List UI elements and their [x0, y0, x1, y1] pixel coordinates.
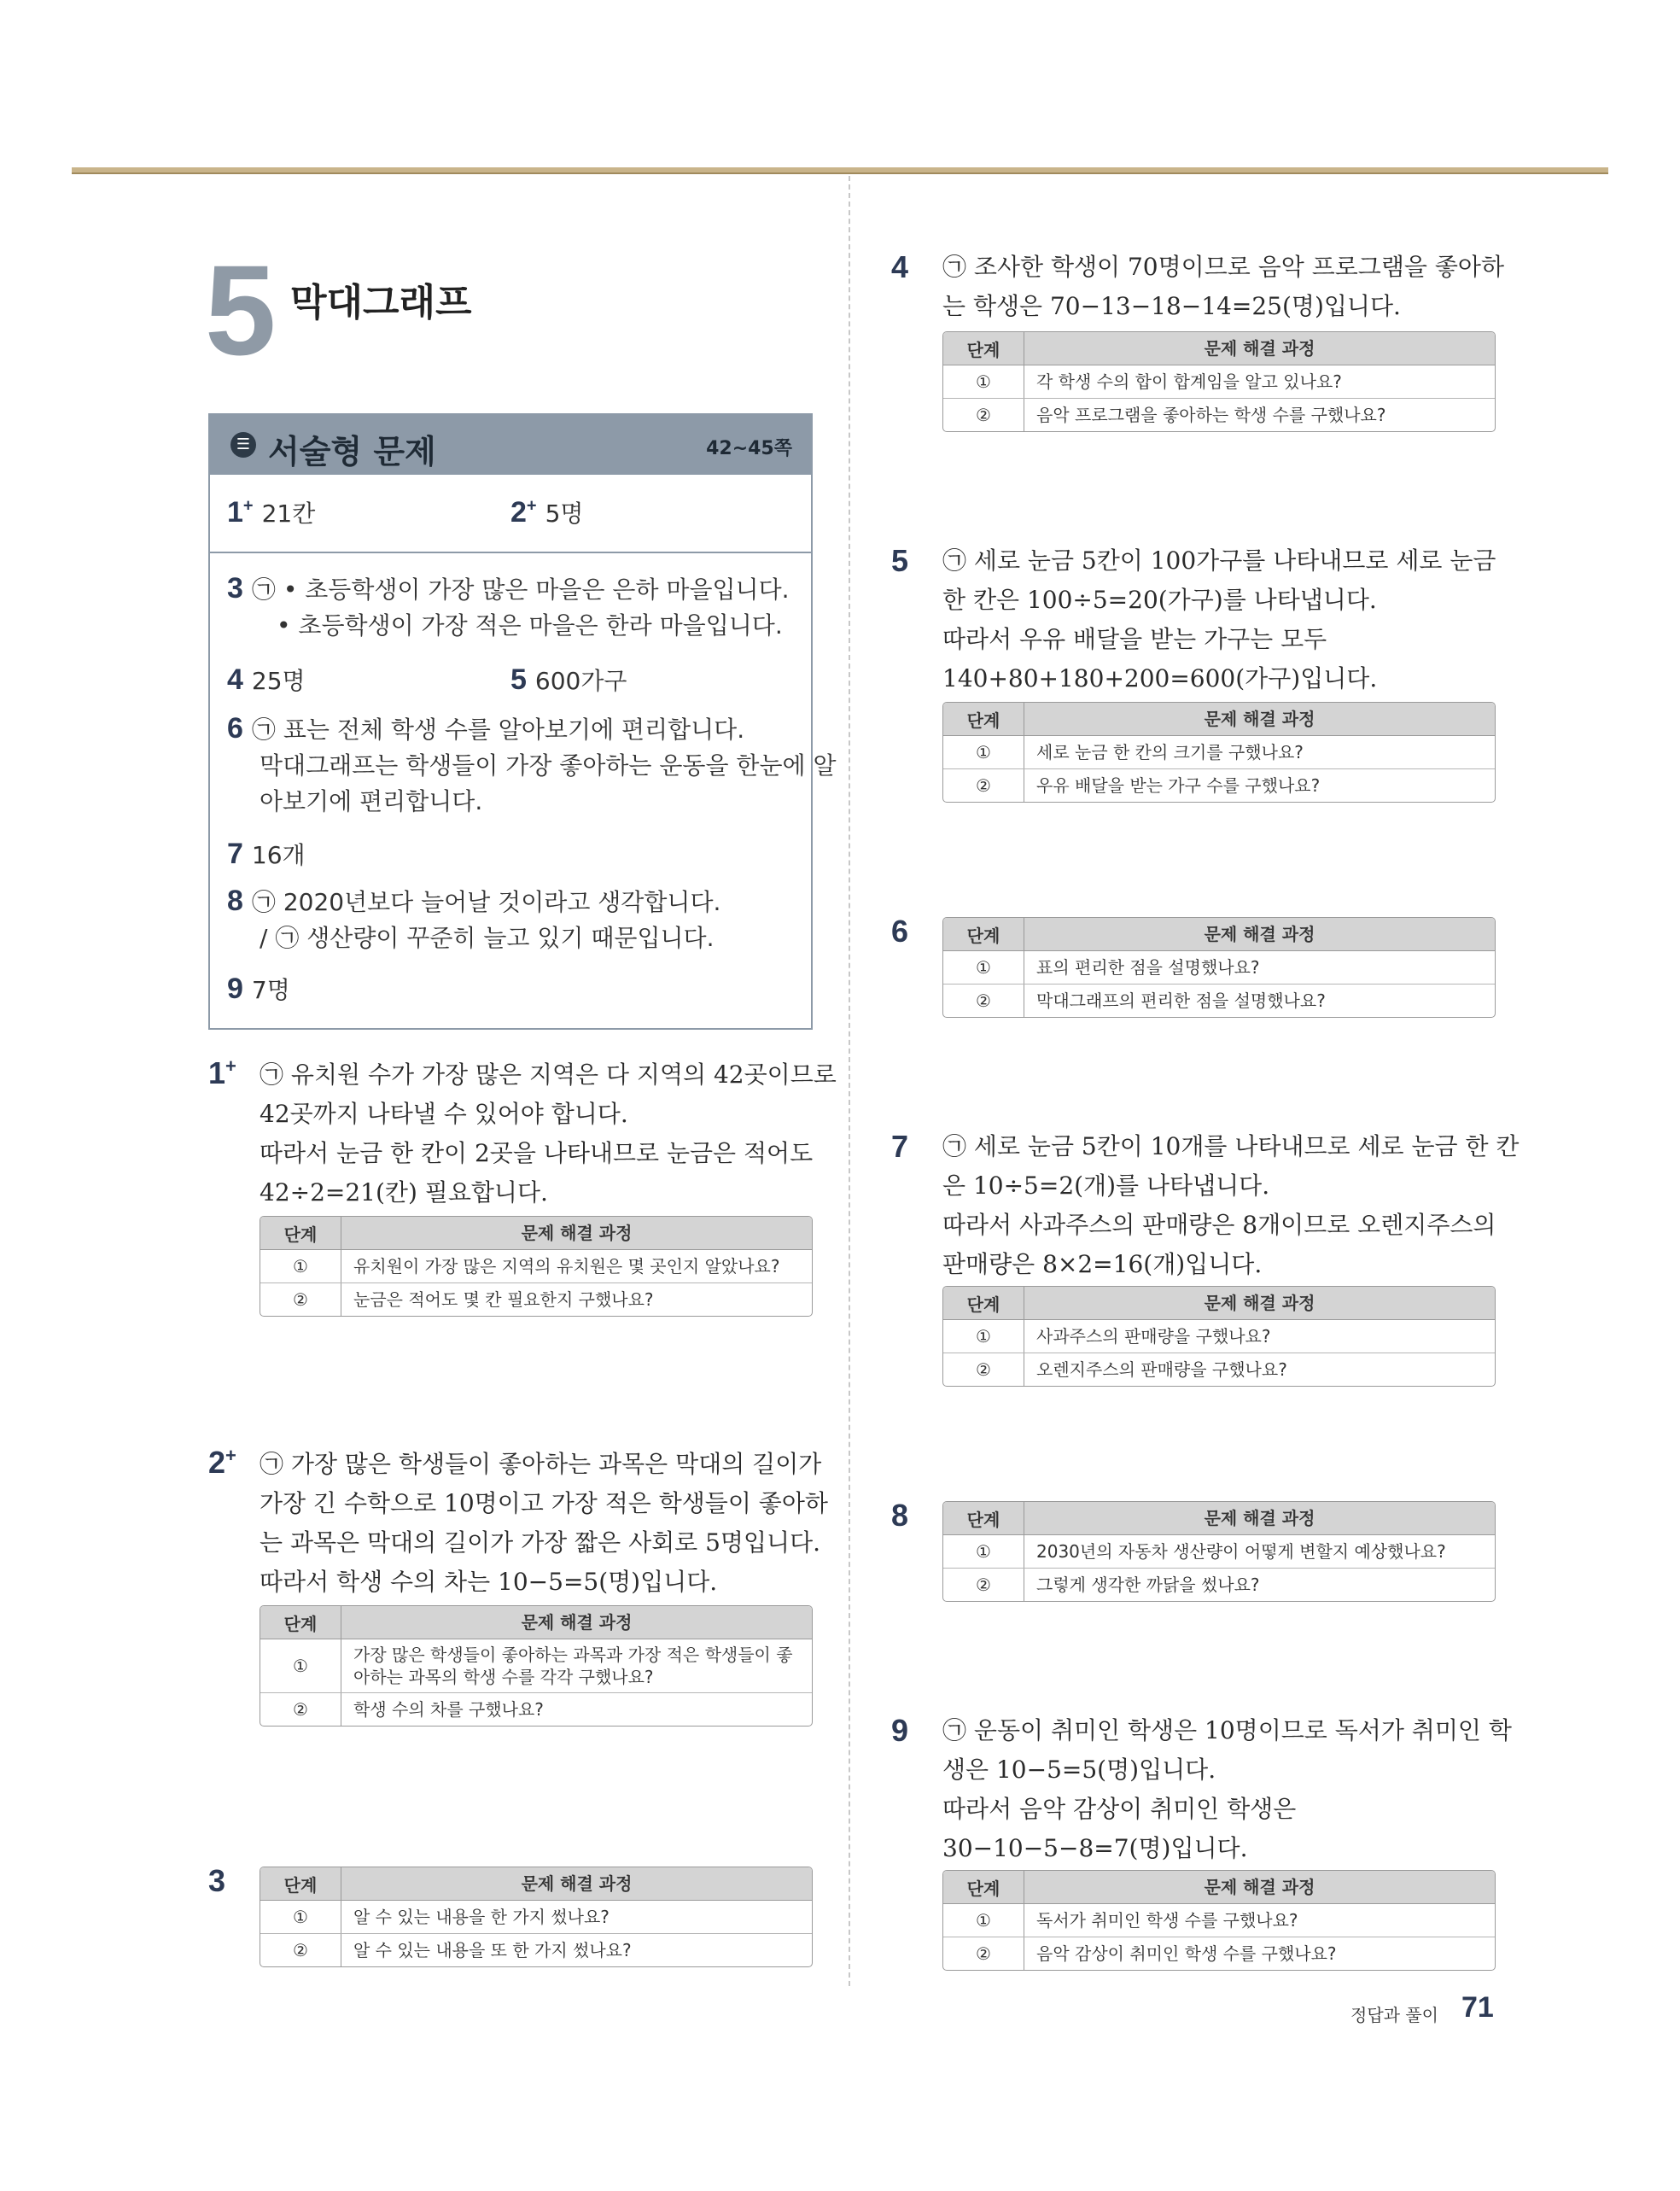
rubric-header-process: 문제 해결 과정 — [521, 1223, 633, 1243]
summary-answer-9: 9 7명 — [227, 973, 290, 1005]
problem-solution-1: ㉠ 유치원 수가 가장 많은 지역은 다 지역의 42곳이므로 42곳까지 나타낼 수 있어야 합니다. 따라서 눈금 한 칸이 2곳을 나타내므로 눈금은 적어도 42÷2=21(칸) 필요합니다. — [260, 1060, 837, 1207]
rubric-table-2: 단계 문제 해결 과정 ① 가장 많은 학생들이 좋아하는 과목과 가장 적은 학생들이 좋아하는 과목의 학생 수를 각각 구했나요? ② 학생 수의 차를 구했나요? — [260, 1605, 813, 1727]
rubric-row: ② 음악 프로그램을 좋아하는 학생 수를 구했나요? — [943, 398, 1495, 431]
rubric-row: ② 그렇게 생각한 까닭을 썼나요? — [943, 1568, 1495, 1601]
rubric-table-7: 단계 문제 해결 과정 ① 사과주스의 판매량을 구했나요? ② 오렌지주스의 판매량을 구했나요? — [942, 1286, 1496, 1387]
rubric-row: ② 학생 수의 차를 구했나요? — [260, 1692, 812, 1726]
summary-answer-5: 5 600가구 — [510, 663, 627, 696]
problem-solution-7: ㉠ 세로 눈금 5칸이 10개를 나타내므로 세로 눈금 한 칸 은 10÷5=2(개)를 나타냅니다. 따라서 사과주스의 판매량은 8개이므로 오렌지주스의 판매량은 8×2=16(개)입니다. — [942, 1132, 1520, 1278]
rubric-table-3: 단계 문제 해결 과정 ① 알 수 있는 내용을 한 가지 썼나요? ② 알 수 있는 내용을 또 한 가지 썼나요? — [260, 1867, 813, 1967]
summary-answer-3: 3 ㉠ • 초등학생이 가장 많은 마을은 은하 마을입니다. • 초등학생이 가장 적은 마을은 한라 마을입니다. — [227, 572, 790, 640]
rubric-row: ① 표의 편리한 점을 설명했나요? — [943, 951, 1495, 984]
rubric-row: ① 가장 많은 학생들이 좋아하는 과목과 가장 적은 학생들이 좋아하는 과목의 학생 수를 각각 구했나요? — [260, 1639, 812, 1692]
summary-answer-6: 6 ㉠ 표는 전체 학생 수를 알아보기에 편리합니다. 막대그래프는 학생들이 가장 좋아하는 운동을 한눈에 알 아보기에 편리합니다. — [227, 712, 837, 815]
rubric-table-1 — [260, 1216, 813, 1317]
summary-pages: 42~45쪽 — [706, 438, 792, 459]
problem-solution-2: ㉠ 가장 많은 학생들이 좋아하는 과목은 막대의 길이가 가장 긴 수학으로 10명이고 가장 적은 학생들이 좋아하 는 과목은 막대의 길이가 가장 짧은 사회로 5명입니다. 따라서 학생 수의 차는 10−5=5(명)입니다. — [260, 1450, 828, 1596]
chapter-title: 막대그래프 — [290, 281, 472, 324]
problem-number-1: 1+ — [208, 1055, 236, 1090]
rubric-row: ① 세로 눈금 한 칸의 크기를 구했나요? — [943, 736, 1495, 768]
column-divider — [849, 176, 850, 1986]
summary-header — [210, 415, 811, 475]
summary-row-1 — [210, 475, 811, 553]
rubric-row: ① 각 학생 수의 합이 합계임을 알고 있나요? — [943, 365, 1495, 398]
rubric-table-5: 단계 문제 해결 과정 ① 세로 눈금 한 칸의 크기를 구했나요? ② 우유 배달을 받는 가구 수를 구했나요? — [942, 702, 1496, 803]
summary-answer-1: 1+ 21칸 — [227, 496, 316, 529]
rubric-row: ① 알 수 있는 내용을 한 가지 썼나요? — [260, 1901, 812, 1933]
rubric-row: ① 유치원이 가장 많은 지역의 유치원은 몇 곳인지 알았나요? — [260, 1250, 812, 1282]
rubric-row: ② 눈금은 적어도 몇 칸 필요한지 구했나요? — [260, 1282, 812, 1316]
rubric-row: ② 음악 감상이 취미인 학생 수를 구했나요? — [943, 1937, 1495, 1970]
summary-answer-7: 7 16개 — [227, 838, 306, 870]
problem-number-8: 8 — [891, 1498, 909, 1533]
list-icon: ☰ — [230, 432, 256, 458]
problem-number-2: 2+ — [208, 1445, 236, 1480]
problem-solution-9: ㉠ 운동이 취미인 학생은 10명이므로 독서가 취미인 학 생은 10−5=5(명)입니다. 따라서 음악 감상이 취미인 학생은 30−10−5−8=7(명)입니다. — [942, 1716, 1512, 1862]
problem-number-5: 5 — [891, 543, 909, 578]
top-rule — [72, 167, 1608, 174]
answer-summary-box — [208, 413, 837, 1030]
rubric-row: ① 2030년의 자동차 생산량이 어떻게 변할지 예상했나요? — [943, 1535, 1495, 1568]
rubric-table-8: 단계 문제 해결 과정 ① 2030년의 자동차 생산량이 어떻게 변할지 예상했나요? ② 그렇게 생각한 까닭을 썼나요? — [942, 1501, 1496, 1602]
chapter-number: 5 — [205, 238, 277, 382]
summary-answer-8: 8 ㉠ 2020년보다 늘어날 것이라고 생각합니다. / ㉠ 생산량이 꾸준히 늘고 있기 때문입니다. — [227, 885, 721, 952]
rubric-row: ① 사과주스의 판매량을 구했나요? — [943, 1320, 1495, 1353]
rubric-row: ② 오렌지주스의 판매량을 구했나요? — [943, 1353, 1495, 1386]
page-number: 71 — [1461, 1991, 1494, 2024]
rubric-table-9: 단계 문제 해결 과정 ① 독서가 취미인 학생 수를 구했나요? ② 음악 감상이 취미인 학생 수를 구했나요? — [942, 1870, 1496, 1971]
rubric-row: ② 막대그래프의 편리한 점을 설명했나요? — [943, 984, 1495, 1017]
problem-number-9: 9 — [891, 1713, 909, 1748]
problem-number-7: 7 — [891, 1129, 909, 1164]
summary-answer-4: 4 25명 — [227, 663, 306, 696]
summary-title: 서술형 문제 — [268, 433, 436, 470]
rubric-table-6: 단계 문제 해결 과정 ① 표의 편리한 점을 설명했나요? ② 막대그래프의 편리한 점을 설명했나요? — [942, 917, 1496, 1018]
problem-number-3: 3 — [208, 1863, 226, 1898]
rubric-row: ① 독서가 취미인 학생 수를 구했나요? — [943, 1904, 1495, 1937]
rubric-row: ② 우유 배달을 받는 가구 수를 구했나요? — [943, 768, 1495, 802]
rubric-row: ② 알 수 있는 내용을 또 한 가지 썼나요? — [260, 1933, 812, 1966]
summary-answer-2: 2+ 5명 — [510, 496, 584, 529]
rubric-table-4: 단계 문제 해결 과정 ① 각 학생 수의 합이 합계임을 알고 있나요? ② 음악 프로그램을 좋아하는 학생 수를 구했나요? — [942, 331, 1496, 432]
rubric-header-step: 단계 — [260, 1217, 341, 1249]
problem-number-4: 4 — [891, 249, 909, 284]
footer-label: 정답과 풀이 — [1350, 2005, 1438, 2025]
problem-solution-5: ㉠ 세로 눈금 5칸이 100가구를 나타내므로 세로 눈금 한 칸은 100÷5=20(가구)를 나타냅니다. 따라서 우유 배달을 받는 가구는 모두 140+80+180+200=600(가구)입니다. — [942, 546, 1496, 692]
problem-solution-4: ㉠ 조사한 학생이 70명이므로 음악 프로그램을 좋아하 는 학생은 70−13−18−14=25(명)입니다. — [942, 253, 1504, 320]
problem-number-6: 6 — [891, 914, 909, 949]
